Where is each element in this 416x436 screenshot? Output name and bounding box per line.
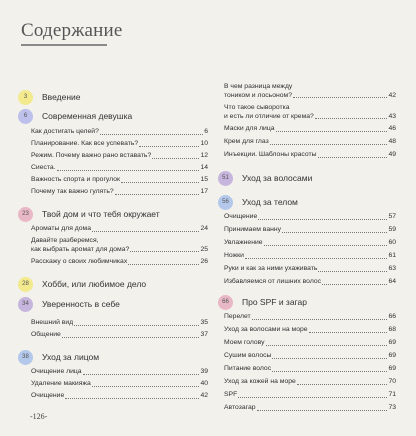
entry-label: В чем разница между	[224, 83, 293, 90]
page-number: -126-	[30, 412, 48, 421]
leader-dots	[315, 118, 388, 119]
toc-section-modern-girl[interactable]	[18, 108, 208, 124]
toc-entry[interactable]	[224, 239, 396, 248]
entry-page: 24	[200, 225, 208, 232]
toc-entry[interactable]	[31, 319, 208, 328]
title-underline	[21, 44, 107, 46]
entry-label: Удаление макияжа	[31, 380, 91, 387]
toc-entry[interactable]	[31, 152, 208, 161]
leader-dots	[121, 182, 199, 183]
toc-entry[interactable]	[224, 213, 396, 222]
entry-page: 66	[388, 313, 396, 320]
entry-label: Ароматы для дома	[31, 225, 91, 232]
entry-label: Принимаем ванну	[224, 226, 282, 233]
entry-page: 73	[388, 404, 396, 411]
entry-page: 69	[388, 339, 396, 346]
entry-page: 15	[200, 176, 208, 183]
entry-label: Избавляемся от лишних волос	[224, 278, 322, 285]
section-title: Введение	[42, 92, 81, 102]
entry-label: Руки и как за ними ухаживать	[224, 265, 318, 272]
toc-entry[interactable]	[31, 380, 208, 389]
section-title: Современная девушка	[42, 111, 133, 121]
leader-dots	[282, 232, 387, 233]
toc-entry[interactable]	[224, 226, 396, 235]
toc-entry[interactable]	[224, 104, 396, 121]
toc-entry[interactable]	[224, 138, 396, 147]
entry-label: Уход за кожей на море	[224, 378, 296, 385]
entry-label: Ножки	[224, 252, 244, 259]
toc-entry[interactable]	[224, 326, 396, 335]
toc-entry[interactable]	[31, 258, 208, 267]
entry-page: 64	[388, 278, 396, 285]
entry-page: 43	[388, 112, 396, 120]
leader-dots	[252, 319, 388, 320]
page-badge: 28	[18, 277, 33, 292]
entry-label: Расскажу о своих любимчиках	[31, 258, 128, 265]
entry-page: 70	[388, 378, 396, 385]
leader-dots	[92, 231, 199, 232]
entry-label: Моем голову	[224, 339, 265, 346]
entry-label: Крем для глаз	[224, 138, 269, 145]
toc-entry[interactable]	[224, 378, 396, 387]
section-title: Хобби, или любимое дело	[42, 279, 147, 289]
section-title: Уход за телом	[242, 197, 298, 207]
leader-dots	[264, 245, 388, 246]
entry-label: Планирование. Как все успевать?	[31, 140, 139, 147]
entry-page: 63	[388, 265, 396, 272]
leader-dots	[318, 157, 388, 158]
toc-entry[interactable]	[224, 339, 396, 348]
entry-page: 37	[200, 331, 208, 338]
toc-entry[interactable]	[31, 140, 208, 149]
entry-label: Почему так важно гулять?	[31, 188, 114, 195]
toc-entry[interactable]	[31, 164, 208, 173]
leader-dots	[92, 386, 200, 387]
entry-page: 48	[388, 138, 396, 145]
toc-entry[interactable]	[224, 352, 396, 361]
toc-entry[interactable]	[31, 128, 208, 137]
page-badge: 34	[18, 297, 33, 312]
leader-dots	[266, 345, 388, 346]
entry-page: 14	[200, 164, 208, 171]
entry-label: SPF	[224, 391, 238, 398]
entry-label: Внешний вид	[31, 319, 74, 326]
entry-label: Режим. Почему важно рано вставать?	[31, 152, 152, 159]
entry-page: 40	[200, 380, 208, 387]
entry-label: Автозагар	[224, 404, 256, 411]
entry-label: Маски для лица	[224, 125, 275, 132]
entry-page: 17	[200, 188, 208, 195]
entry-label: Очищение лица	[31, 368, 82, 375]
section-title: Про SPF и загар	[242, 297, 307, 307]
page-badge: 3	[18, 90, 33, 105]
entry-page: 6	[204, 128, 208, 135]
entry-label: Сиеста.	[31, 164, 56, 171]
entry-page: 46	[388, 125, 396, 132]
entry-page: 35	[200, 319, 208, 326]
leader-dots	[115, 194, 200, 195]
leader-dots	[83, 374, 200, 375]
toc-entry[interactable]	[224, 404, 396, 413]
toc-entry[interactable]	[224, 313, 396, 322]
leader-dots	[65, 398, 199, 399]
entry-page: 68	[388, 326, 396, 333]
entry-label-line2: как выбрать аромат для дома?	[31, 245, 130, 253]
leader-dots	[309, 332, 388, 333]
leader-dots	[57, 170, 200, 171]
page-badge: 66	[218, 295, 233, 310]
toc-entry[interactable]	[31, 237, 208, 254]
entry-page: 49	[388, 151, 396, 158]
entry-page: 59	[388, 226, 396, 233]
page-badge: 56	[218, 195, 233, 210]
entry-label: Перелет	[224, 313, 251, 320]
toc-section-home[interactable]	[18, 206, 208, 222]
section-title: Уход за волосами	[242, 173, 313, 183]
leader-dots	[257, 410, 388, 411]
leader-dots	[297, 384, 388, 385]
leader-dots	[152, 158, 199, 159]
toc-section-spf[interactable]	[218, 294, 396, 310]
entry-label: Общение	[31, 331, 61, 338]
entry-page: 60	[388, 239, 396, 246]
toc-section-face-care[interactable]	[18, 349, 208, 365]
leader-dots	[74, 325, 199, 326]
page-badge: 38	[18, 350, 33, 365]
toc-section-hobby[interactable]	[18, 276, 208, 292]
toc-section-introduction[interactable]	[18, 89, 208, 105]
toc-entry[interactable]	[31, 392, 208, 401]
toc-entry[interactable]	[31, 331, 208, 340]
entry-page: 25	[200, 245, 208, 253]
leader-dots	[128, 264, 199, 265]
toc-entry[interactable]	[31, 176, 208, 185]
section-title: Уверенность в себе	[42, 299, 120, 309]
toc-section-body-care[interactable]	[218, 194, 396, 210]
toc-entry[interactable]	[31, 188, 208, 197]
entry-label: Давайте разберемся,	[31, 237, 99, 244]
toc-entry[interactable]	[224, 365, 396, 374]
page-badge: 6	[18, 109, 33, 124]
leader-dots	[272, 358, 387, 359]
entry-label: Очищение	[224, 213, 258, 220]
entry-label: Питание волос	[224, 365, 272, 372]
leader-dots	[139, 146, 199, 147]
entry-label-line2: тоником и лосьоном?	[224, 91, 292, 99]
entry-page: 10	[200, 140, 208, 147]
section-title: Уход за лицом	[42, 352, 100, 362]
entry-page: 42	[200, 392, 208, 399]
leader-dots	[318, 271, 387, 272]
page-title: Содержание	[21, 20, 123, 41]
leader-dots	[245, 258, 388, 259]
leader-dots	[62, 337, 200, 338]
toc-entry[interactable]	[224, 83, 396, 100]
section-title: Твой дом и что тебя окружает	[42, 209, 160, 219]
entry-label: Как достигать целей?	[31, 128, 99, 135]
entry-page: 12	[200, 152, 208, 159]
entry-page: 26	[200, 258, 208, 265]
entry-label: Уход за волосами на море	[224, 326, 308, 333]
page-badge: 23	[18, 207, 33, 222]
leader-dots	[322, 284, 387, 285]
entry-label-line2: и есть ли отличие от крема?	[224, 112, 314, 120]
toc-entry[interactable]	[224, 278, 396, 287]
leader-dots	[272, 371, 387, 372]
entry-page: 69	[388, 352, 396, 359]
toc-entry[interactable]	[224, 125, 396, 134]
entry-page: 39	[200, 368, 208, 375]
entry-label: Очищение	[31, 392, 65, 399]
entry-label: Увлажнение	[224, 239, 263, 246]
toc-entry[interactable]	[224, 265, 396, 274]
page-badge: 51	[218, 171, 233, 186]
entry-label: Что такое сыворотка	[224, 104, 290, 111]
entry-page: 61	[388, 252, 396, 259]
leader-dots	[293, 97, 387, 98]
leader-dots	[238, 397, 387, 398]
entry-page: 71	[388, 391, 396, 398]
entry-page: 42	[388, 91, 396, 99]
toc-entry[interactable]	[224, 252, 396, 261]
leader-dots	[276, 131, 388, 132]
toc-entry[interactable]	[224, 391, 396, 400]
toc-entry[interactable]	[31, 225, 208, 234]
leader-dots	[130, 251, 199, 252]
toc-section-confidence[interactable]	[18, 296, 208, 312]
toc-entry[interactable]	[224, 151, 396, 160]
leader-dots	[258, 219, 387, 220]
entry-label: Инъекции. Шаблоны красоты	[224, 151, 317, 158]
entry-page: 57	[388, 213, 396, 220]
entry-label: Сушим волосы	[224, 352, 272, 359]
entry-label: Важность спорта и прогулок	[31, 176, 120, 183]
toc-entry[interactable]	[31, 368, 208, 377]
toc-section-hair-care[interactable]	[218, 170, 396, 186]
entry-page: 69	[388, 365, 396, 372]
leader-dots	[100, 134, 203, 135]
leader-dots	[270, 144, 388, 145]
